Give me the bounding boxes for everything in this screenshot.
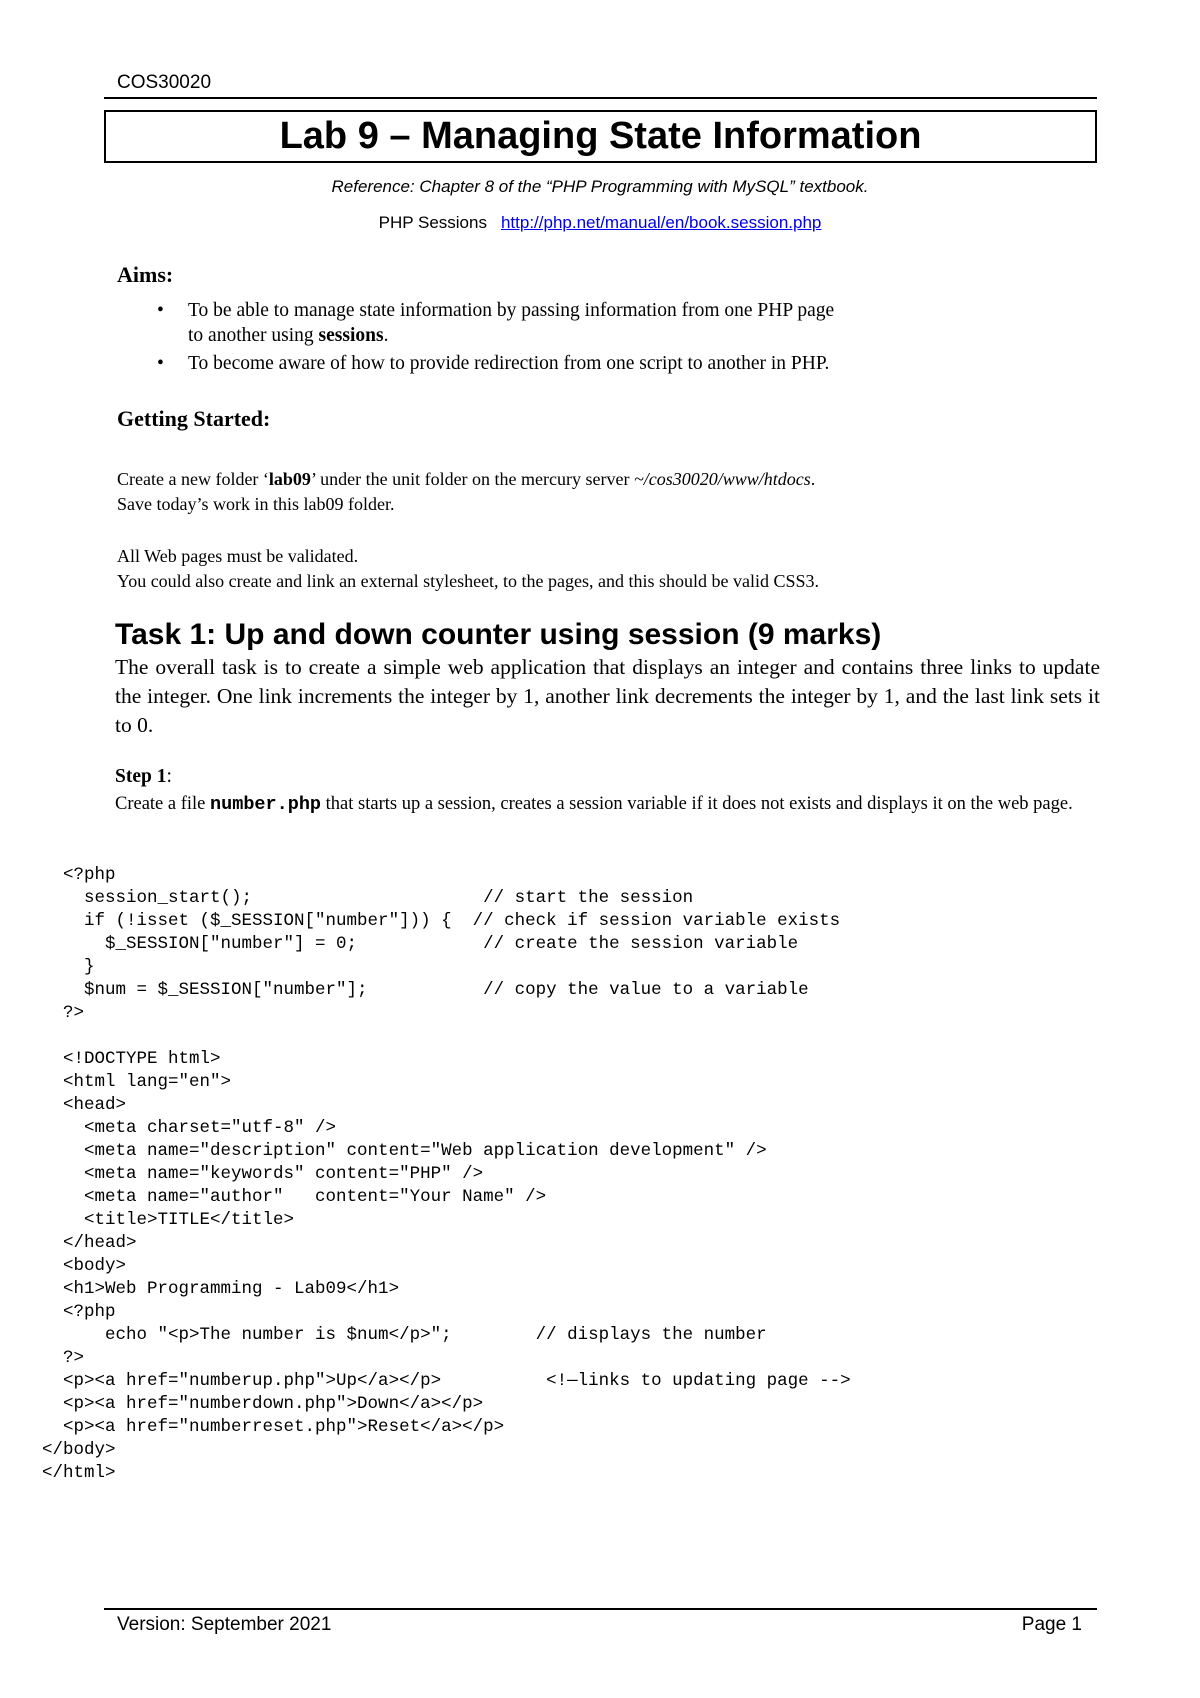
code-line: $num = $_SESSION["number"]; // copy the value to a variable [0, 980, 809, 1000]
sessions-link[interactable]: http://php.net/manual/en/book.session.php [500, 213, 822, 232]
code-line: <p><a href="numberdown.php">Down</a></p> [0, 1394, 484, 1414]
code-line: <meta charset="utf-8" /> [0, 1118, 337, 1138]
filename: number.php [210, 794, 322, 815]
code-line: <meta name="description" content="Web application development" /> [0, 1141, 767, 1161]
code-line: <?php [0, 865, 116, 885]
aims-item [117, 298, 1017, 348]
getting-started-paragraph-1 [117, 467, 1117, 517]
getting-started-heading: Getting Started: [117, 406, 271, 431]
step1-label [115, 766, 172, 788]
code-line: ?> [0, 1003, 85, 1023]
aims-list [117, 298, 1017, 376]
text: You could also create and link an external stylesheet, to the pages, and this should be valid CSS3. [117, 571, 820, 591]
code-line [0, 1025, 851, 1048]
text: ’ under the unit folder on the mercury server [310, 469, 634, 489]
folder-name: lab09 [268, 469, 311, 489]
getting-started-paragraph-2 [117, 544, 1117, 594]
step1-text [115, 791, 1105, 818]
aims-item-text: To be able to manage state information by passing information from one PHP page [188, 300, 835, 321]
code-line: echo "<p>The number is $num</p>"; // displays the number [0, 1325, 767, 1345]
code-line: <?php [0, 1302, 116, 1322]
title-box [104, 110, 1097, 163]
header-rule [104, 97, 1097, 99]
footer-version: Version: September 2021 [117, 1614, 332, 1635]
code-line: </html> [0, 1463, 116, 1483]
text: Create a new folder ‘ [117, 469, 269, 489]
code-line: <title>TITLE</title> [0, 1210, 295, 1230]
task1-description: The overall task is to create a simple web application that displays an integer and contains three links to update the integer. One link increments the integer by 1, another link decrements the integer by 1, and the last link sets it to 0. [115, 655, 1100, 737]
code-line: <p><a href="numberup.php">Up</a></p> <!—links to updating page --> [0, 1371, 851, 1391]
aims-item-text: to another using [188, 325, 319, 346]
aims-item-text: To become aware of how to provide redirection from one script to another in PHP. [188, 353, 830, 374]
code-line: ?> [0, 1348, 85, 1368]
code-line: if (!isset ($_SESSION["number"])) { // check if session variable exists [0, 911, 841, 931]
text: Create a file [115, 794, 211, 814]
server-path: ~/cos30020/www/htdocs [633, 469, 811, 489]
code-line: </body> [0, 1440, 116, 1460]
aims-heading: Aims: [117, 262, 174, 287]
aims-item-bold: sessions [318, 325, 384, 346]
step-label-text: Step 1 [115, 766, 167, 787]
page-title: Lab 9 – Managing State Information [279, 115, 922, 157]
text: All Web pages must be validated. [117, 546, 359, 566]
text: Save today’s work in this lab09 folder. [117, 494, 395, 514]
code-line: <meta name="keywords" content="PHP" /> [0, 1164, 484, 1184]
reference-line: Reference: Chapter 8 of the “PHP Programming with MySQL” textbook. [331, 177, 869, 196]
text: . [810, 469, 816, 489]
footer-rule [104, 1608, 1097, 1610]
code-line: <!DOCTYPE html> [0, 1049, 221, 1069]
code-line: } [0, 957, 95, 977]
aims-item-text: . [383, 325, 389, 346]
code-line: </head> [0, 1233, 137, 1253]
code-line: <body> [0, 1256, 127, 1276]
code-line: <p><a href="numberreset.php">Reset</a></p> [0, 1417, 505, 1437]
code-line: <h1>Web Programming - Lab09</h1> [0, 1279, 400, 1299]
unit-code: COS30020 [117, 72, 212, 93]
footer-page-number: Page 1 [1021, 1614, 1082, 1635]
code-line: <html lang="en"> [0, 1072, 232, 1092]
text: that starts up a session, creates a session variable if it does not exists and displays it on the web page. [321, 794, 1073, 814]
code-line: session_start(); // start the session [0, 888, 694, 908]
code-line: $_SESSION["number"] = 0; // create the session variable [0, 934, 799, 954]
step-colon: : [166, 766, 172, 787]
code-line: <meta name="author" content="Your Name" /> [0, 1187, 547, 1207]
sessions-label: PHP Sessions [378, 213, 487, 232]
aims-item [117, 351, 1017, 376]
bullet-icon: • [157, 353, 164, 374]
code-block [0, 864, 851, 1485]
bullet-icon: • [157, 300, 164, 321]
code-line: <head> [0, 1095, 127, 1115]
sessions-line [0, 213, 1200, 233]
task1-heading: Task 1: Up and down counter using session (9 marks) [115, 618, 882, 651]
